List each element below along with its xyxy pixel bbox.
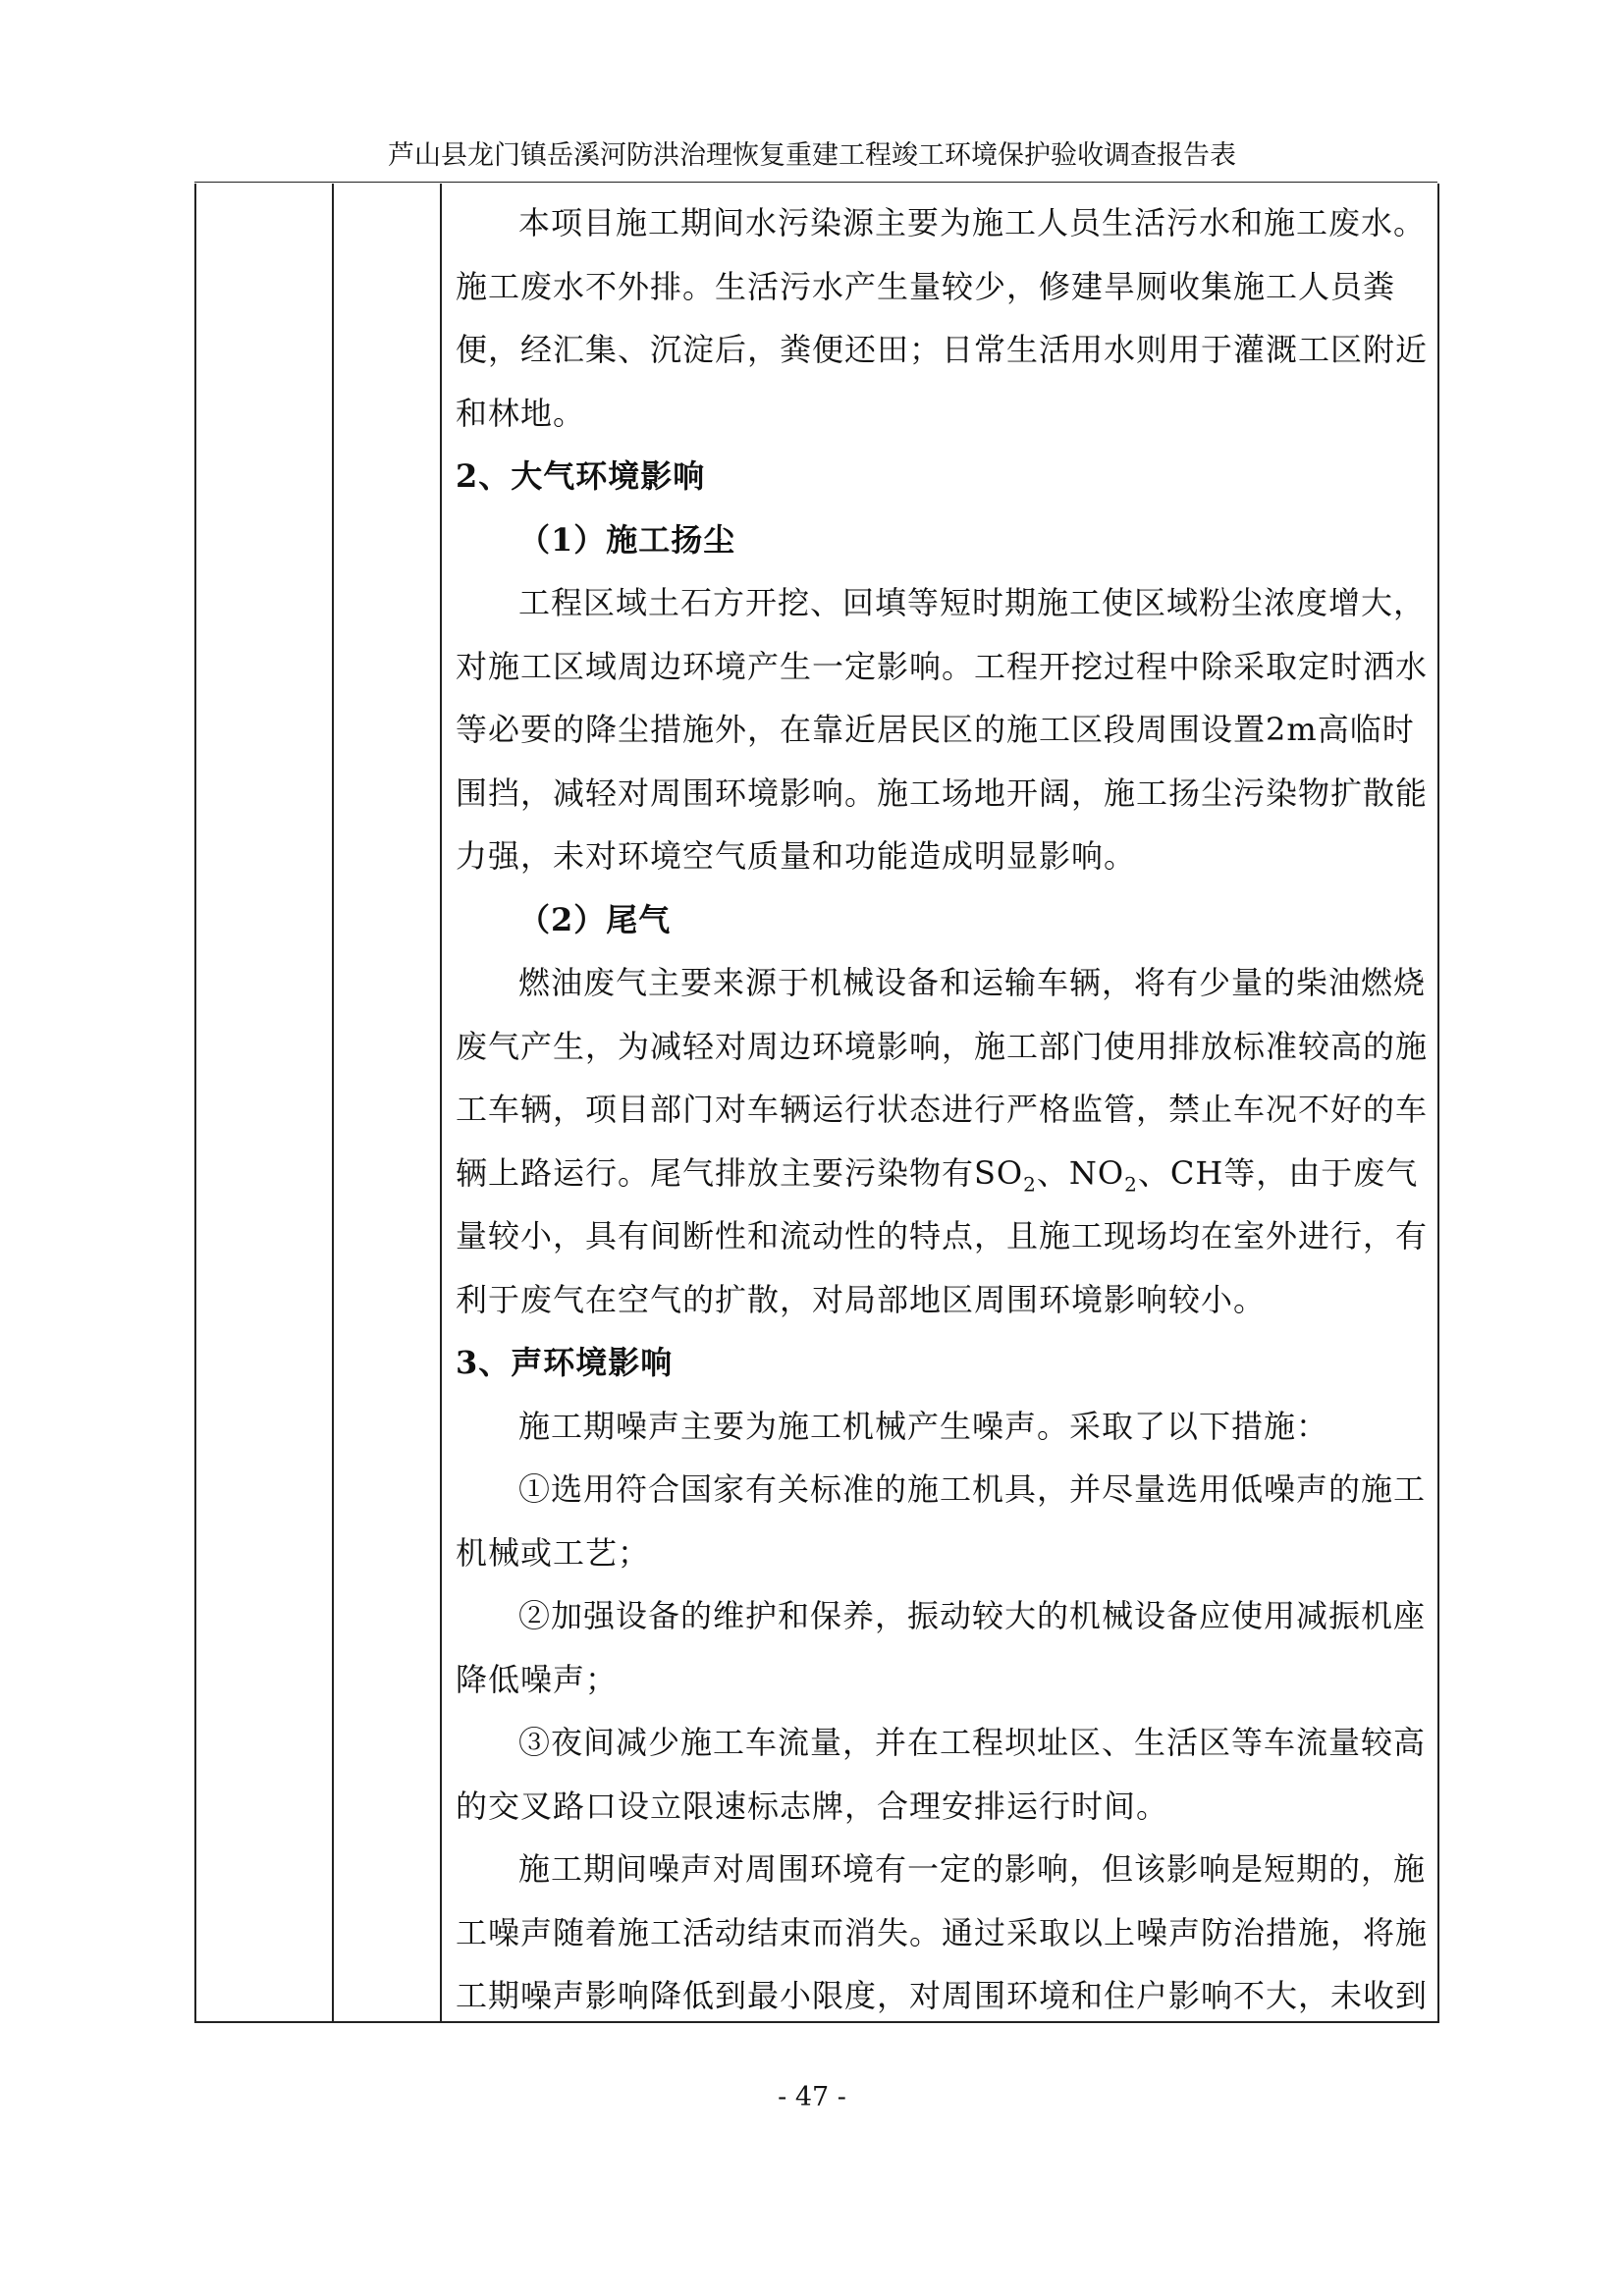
subscript-so2: 2 [1023, 1171, 1037, 1196]
table-column-subcategory [334, 184, 442, 2021]
paragraph-exhaust [456, 951, 1428, 1331]
noise-measure-2: ②加强设备的维护和保养，振动较大的机械设备应使用减振机座降低噪声； [456, 1597, 1427, 1698]
exhaust-text-part-2: 、NO [1036, 1153, 1125, 1192]
header-divider [194, 182, 1437, 183]
exhaust-text-part-3: 、CH等，由于废气量较小，具有间断性和流动性的特点，且施工现场均在室外进行，有利于废气在空气的扩散，对局部地区周围环境影响较小。 [456, 1153, 1429, 1318]
section-heading-air: 2、大气环境影响 [456, 457, 706, 495]
subheading-exhaust: （2）尾气 [518, 900, 672, 938]
paragraph-noise-intro: 施工期噪声主要为施工机械产生噪声。采取了以下措施： [518, 1407, 1329, 1445]
noise-measure-1: ①选用符合国家有关标准的施工机具，并尽量选用低噪声的施工机械或工艺； [456, 1470, 1427, 1572]
section-heading-noise: 3、声环境影响 [456, 1344, 674, 1381]
paragraph-noise-conclusion: 施工期间噪声对周围环境有一定的影响，但该影响是短期的，施工噪声随着施工活动结束而消失。通过采取以上噪声防治措施，将施工期噪声影响降低到最小限度，对周围环境和住户影响不大，未收到 [456, 1850, 1429, 2014]
paragraph-dust: 工程区域土石方开挖、回填等短时期施工使区域粉尘浓度增大，对施工区域周边环境产生一定影响。工程开挖过程中除采取定时洒水等必要的降尘措施外，在靠近居民区的施工区段周围设置2m高临时围挡，减轻对周围环境影响。施工场地开阔，施工扬尘污染物扩散能力强，未对环境空气质量和功能造成明显影响。 [456, 584, 1429, 875]
page-header: 芦山县龙门镇岳溪河防洪治理恢复重建工程竣工环境保护验收调查报告表 [388, 140, 1236, 171]
paragraph-water-pollution: 本项目施工期间水污染源主要为施工人员生活污水和施工废水。施工废水不外排。生活污水产生量较少，修建旱厕收集施工人员粪便，经汇集、沉淀后，粪便还田；日常生活用水则用于灌溉工区附近和林地。 [456, 204, 1429, 432]
subheading-dust: （1）施工扬尘 [518, 520, 736, 559]
subscript-no2: 2 [1124, 1171, 1138, 1196]
table-column-category [196, 184, 334, 2021]
exhaust-text-part-1: 燃油废气主要来源于机械设备和运输车辆，将有少量的柴油燃烧废气产生，为减轻对周边环境影响，施工部门使用排放标准较高的施工车辆，项目部门对车辆运行状态进行严格监管，禁止车况不好的车辆上路运行。尾气排放主要污染物有SO [456, 964, 1429, 1192]
report-table [194, 184, 1439, 2023]
table-content-cell [444, 184, 1437, 2021]
page-number: - 47 - [778, 2082, 846, 2112]
noise-measure-3: ③夜间减少施工车流量，并在工程坝址区、生活区等车流量较高的交叉路口设立限速标志牌，合理安排运行时间。 [456, 1724, 1427, 1825]
